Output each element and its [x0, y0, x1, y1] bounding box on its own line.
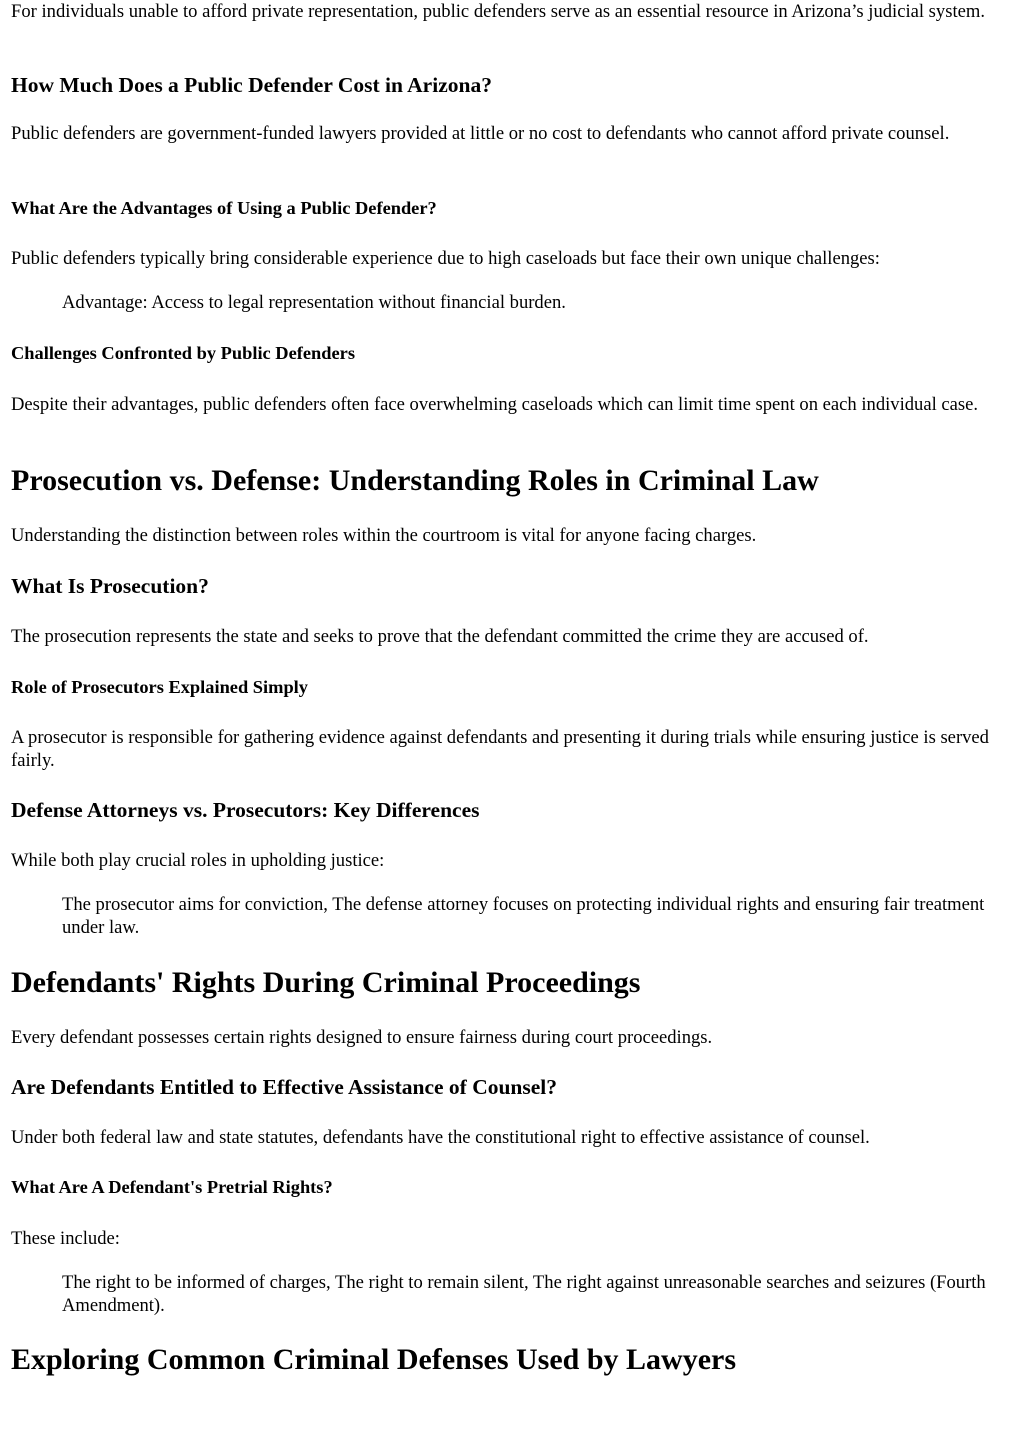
- challenges-heading: Challenges Confronted by Public Defenders: [11, 343, 355, 363]
- cost-heading: How Much Does a Public Defender Cost in Arizona?: [11, 73, 492, 97]
- advantages-heading: What Are the Advantages of Using a Public Defender?: [11, 198, 437, 218]
- effective-assistance-heading: Are Defendants Entitled to Effective Assistance of Counsel?: [11, 1075, 558, 1099]
- challenges-paragraph: Despite their advantages, public defenders often face overwhelming caseloads which can limit time spent on each individual case.: [11, 394, 979, 415]
- pretrial-rights-paragraph: These include:: [11, 1228, 120, 1249]
- what-is-prosecution-paragraph: The prosecution represents the state and seeks to prove that the defendant committed the crime they are accused of.: [11, 626, 869, 647]
- advantages-quote: Advantage: Access to legal representation without financial burden.: [62, 292, 566, 313]
- role-of-prosecutors-paragraph: A prosecutor is responsible for gathering evidence against defendants and presenting it during trials while ensuring justice is served fairly.: [11, 727, 989, 771]
- defendants-rights-paragraph: Every defendant possesses certain rights designed to ensure fairness during court proceedings.: [11, 1027, 713, 1048]
- prosecution-defense-paragraph: Understanding the distinction between roles within the courtroom is vital for anyone facing charges.: [11, 525, 757, 546]
- pretrial-rights-quote: The right to be informed of charges, The right to remain silent, The right against unreasonable searches and seizures (Fourth Amendment).: [62, 1272, 986, 1316]
- what-is-prosecution-heading: What Is Prosecution?: [11, 574, 209, 598]
- common-defenses-heading: Exploring Common Criminal Defenses Used by Lawyers: [11, 1343, 736, 1376]
- advantages-paragraph: Public defenders typically bring considerable experience due to high caseloads but face their own unique challenges:: [11, 248, 880, 269]
- defendants-rights-heading: Defendants' Rights During Criminal Proceedings: [11, 966, 641, 999]
- effective-assistance-paragraph: Under both federal law and state statutes, defendants have the constitutional right to effective assistance of counsel.: [11, 1127, 870, 1148]
- cost-paragraph: Public defenders are government-funded lawyers provided at little or no cost to defendants who cannot afford private counsel.: [11, 123, 950, 144]
- key-differences-quote: The prosecutor aims for conviction, The defense attorney focuses on protecting individual rights and ensuring fair treatment under law.: [62, 894, 985, 938]
- intro-paragraph: For individuals unable to afford private representation, public defenders serve as an essential resource in Arizona’s judicial system.: [11, 1, 985, 22]
- prosecution-defense-heading: Prosecution vs. Defense: Understanding Roles in Criminal Law: [11, 464, 819, 497]
- key-differences-paragraph: While both play crucial roles in upholding justice:: [11, 850, 385, 871]
- role-of-prosecutors-heading: Role of Prosecutors Explained Simply: [11, 677, 308, 697]
- pretrial-rights-heading: What Are A Defendant's Pretrial Rights?: [11, 1177, 333, 1197]
- key-differences-heading: Defense Attorneys vs. Prosecutors: Key Differences: [11, 798, 480, 822]
